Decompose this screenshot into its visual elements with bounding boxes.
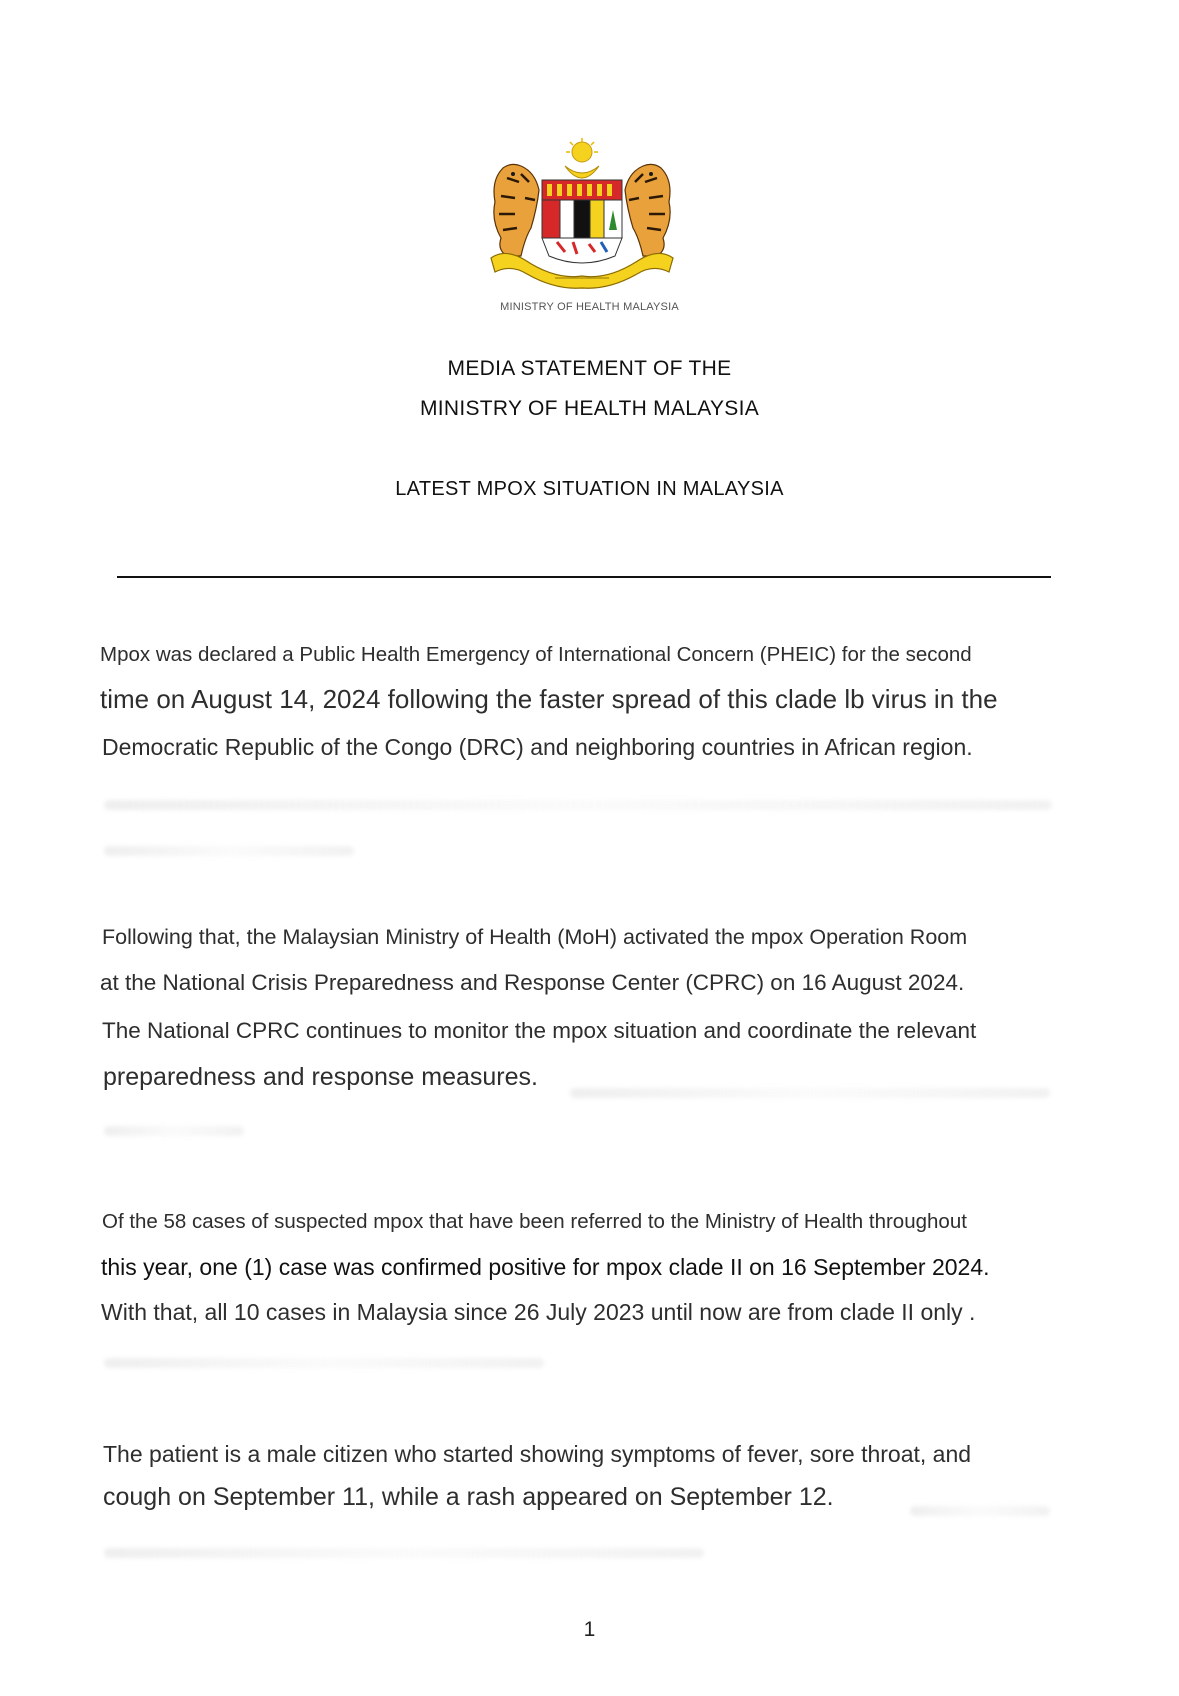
paragraph-line: With that, all 10 cases in Malaysia since 26 July 2023 until now are from clade II only .: [101, 1299, 976, 1325]
statement-subject: LATEST MPOX SITUATION IN MALAYSIA: [395, 478, 784, 500]
paragraph-line: time on August 14, 2024 following the faster spread of this clade lb virus in the: [100, 684, 998, 714]
faded-text-line: [104, 846, 354, 856]
title-line-2: MINISTRY OF HEALTH MALAYSIA: [419, 397, 760, 420]
page-number: 1: [583, 1618, 596, 1641]
title-line-1: MEDIA STATEMENT OF THE: [447, 357, 732, 380]
paragraph-line: cough on September 11, while a rash appeared on September 12.: [103, 1483, 834, 1511]
paragraph-line: Mpox was declared a Public Health Emergency of International Concern (PHEIC) for the second: [100, 643, 972, 666]
paragraph-line: The National CPRC continues to monitor the mpox situation and coordinate the relevant: [102, 1018, 977, 1043]
faded-text-line: [104, 1358, 544, 1368]
faded-text-line: [104, 800, 1052, 810]
ministry-caption: MINISTRY OF HEALTH MALAYSIA: [500, 301, 679, 313]
paragraph-line: The patient is a male citizen who started showing symptoms of fever, sore throat, and: [103, 1441, 972, 1467]
paragraph-line: Of the 58 cases of suspected mpox that have been referred to the Ministry of Health throughout: [102, 1210, 967, 1233]
paragraph-line: preparedness and response measures.: [103, 1063, 538, 1091]
faded-text-line: [910, 1506, 1050, 1516]
paragraph-line: at the National Crisis Preparedness and Response Center (CPRC) on 16 August 2024.: [100, 970, 965, 995]
faded-text-line: [570, 1088, 1050, 1098]
malaysia-coat-of-arms-icon: [485, 138, 679, 298]
faded-text-line: [104, 1126, 244, 1136]
paragraph-line: Democratic Republic of the Congo (DRC) and neighboring countries in African region.: [102, 734, 973, 760]
paragraph-line: this year, one (1) case was confirmed positive for mpox clade II on 16 September 2024.: [101, 1254, 990, 1280]
faded-text-line: [104, 1548, 704, 1558]
header-divider: [117, 576, 1051, 578]
paragraph-line: Following that, the Malaysian Ministry of Health (MoH) activated the mpox Operation Room: [102, 925, 968, 949]
